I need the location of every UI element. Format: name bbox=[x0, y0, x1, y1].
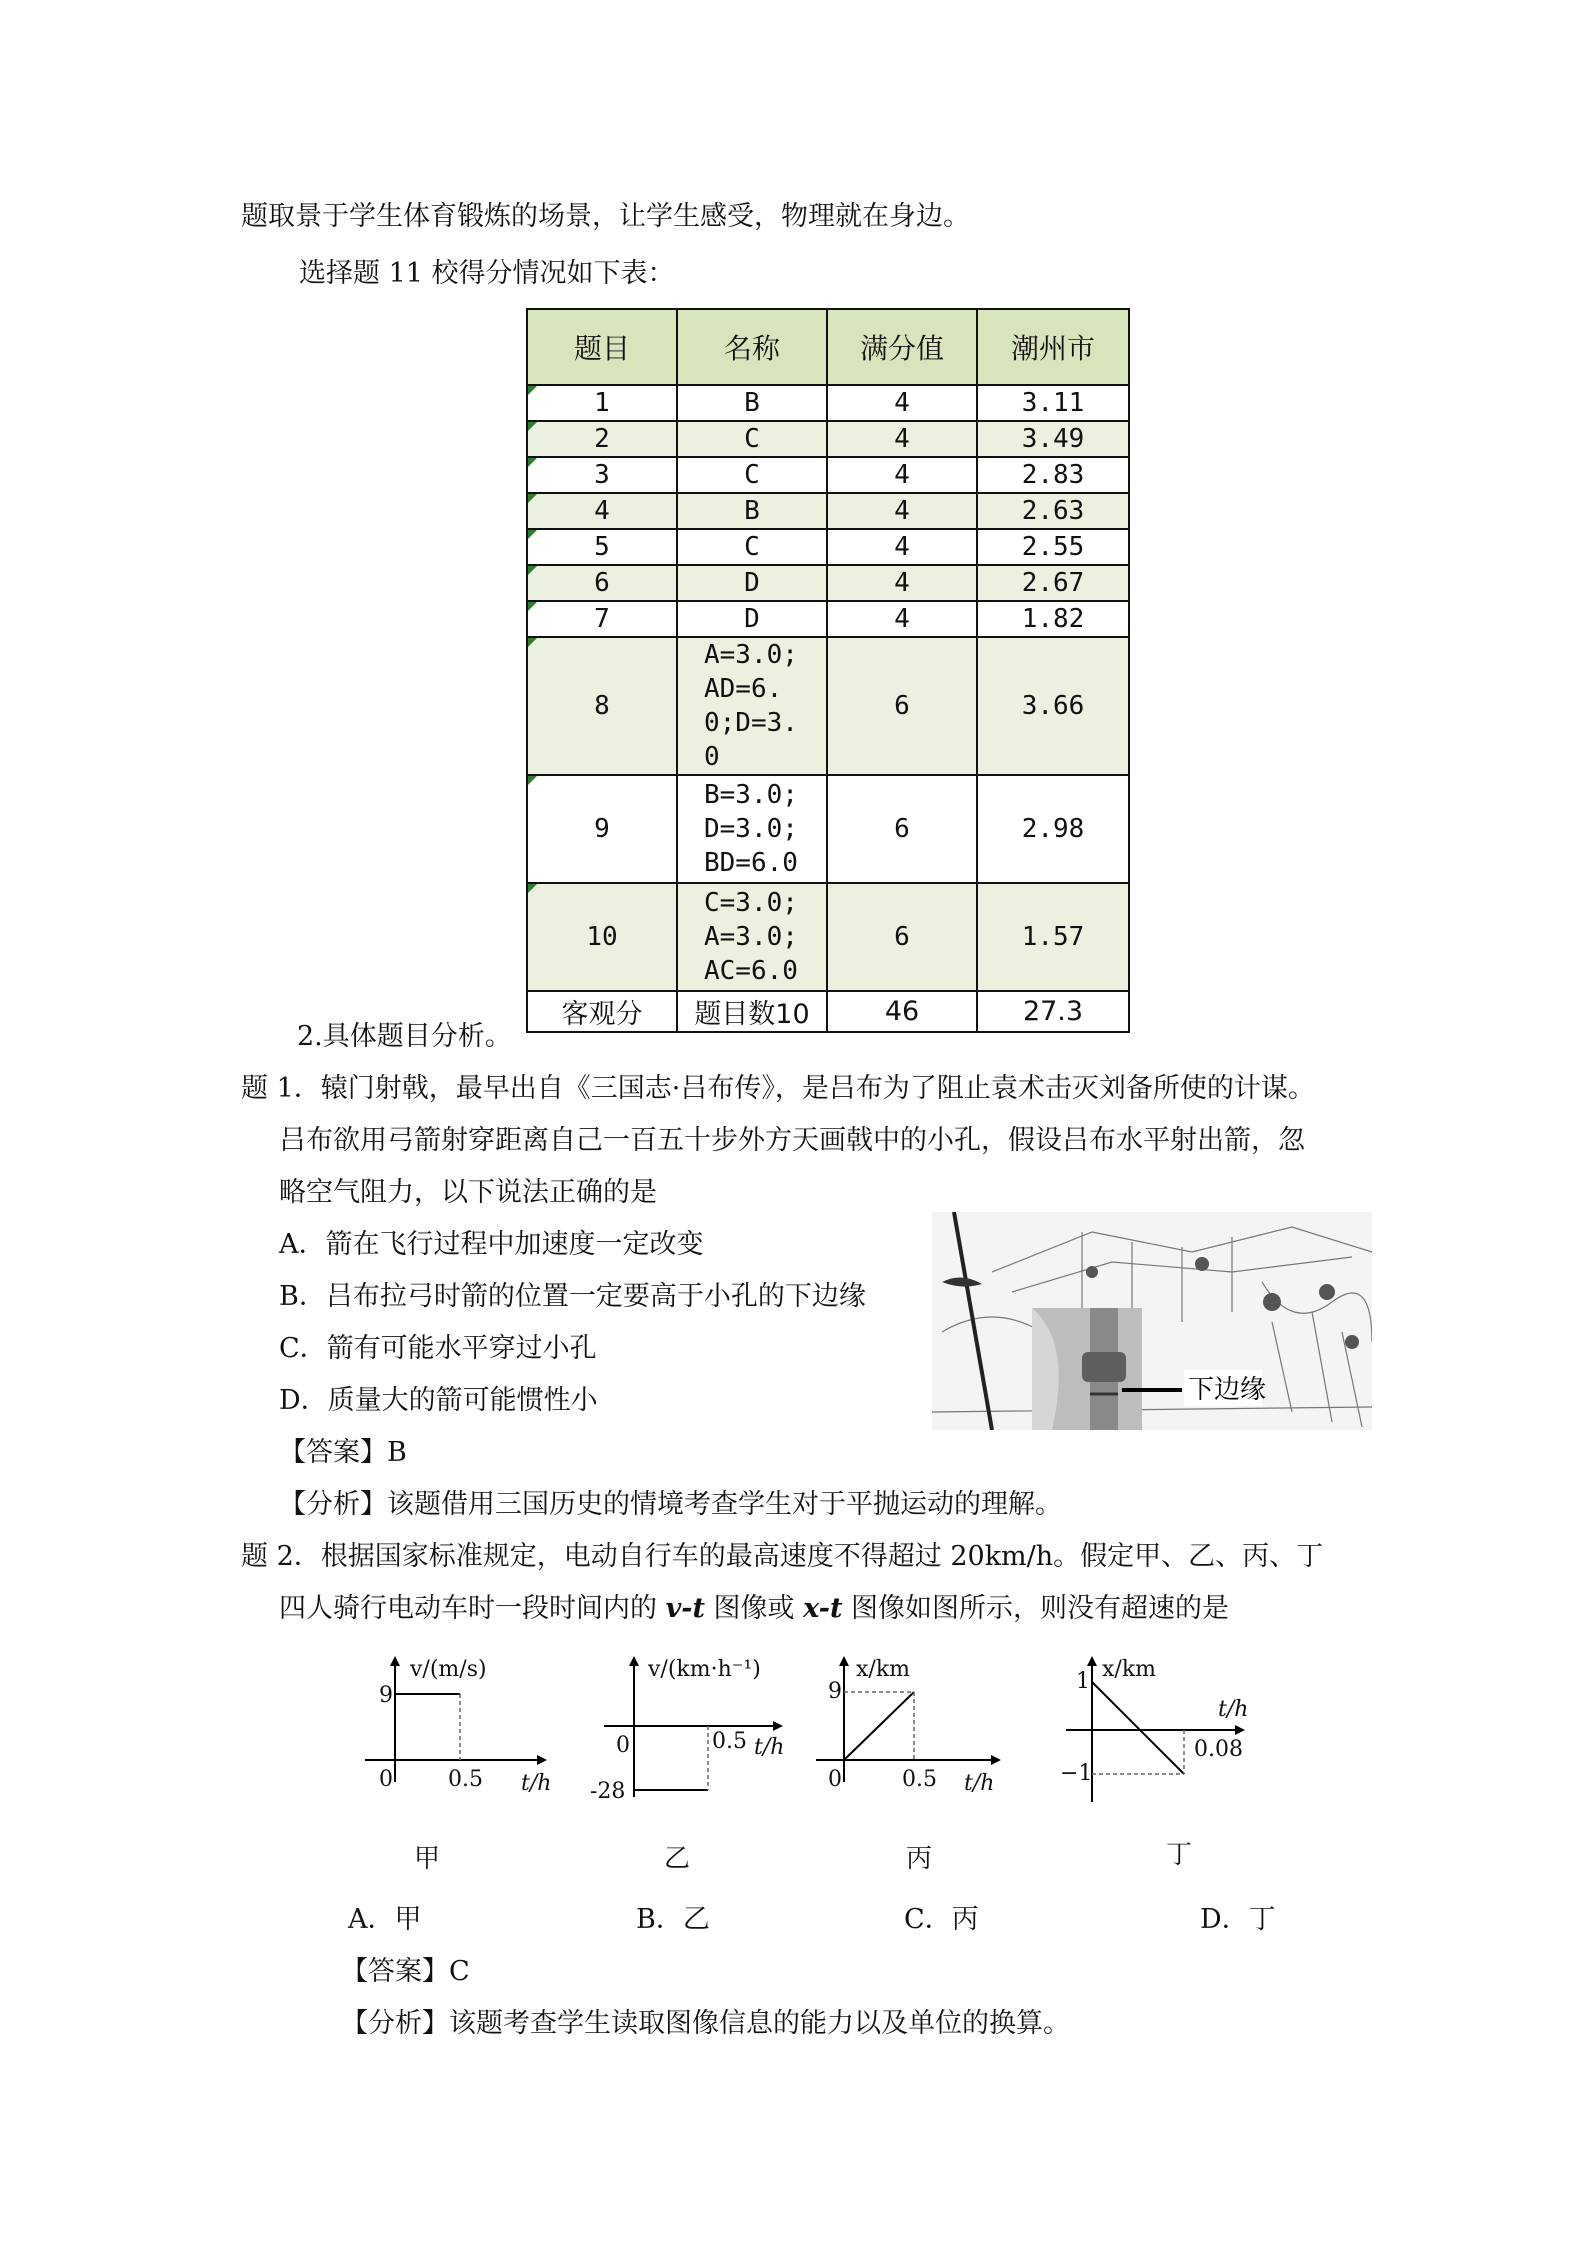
graph-yi bbox=[586, 1652, 796, 1812]
table-cell: 4 bbox=[827, 565, 977, 601]
table-cell: 10 bbox=[527, 883, 677, 991]
table-cell: C bbox=[677, 529, 827, 565]
x-axis-label: t/h bbox=[521, 1771, 552, 1796]
table-row bbox=[527, 529, 1129, 565]
table-cell: 27.3 bbox=[977, 991, 1129, 1032]
q2-line-1-post: 。假定甲、乙、丙、丁 bbox=[1053, 1541, 1324, 1572]
q2-line-1-pre: 题 2．根据国家标准规定，电动自行车的最高速度不得超过 bbox=[241, 1541, 951, 1572]
table-cell: 1 bbox=[527, 385, 677, 421]
x-tick: 0.5 bbox=[902, 1767, 937, 1792]
x-tick: 0.5 bbox=[448, 1767, 483, 1792]
q2-option-b: B．乙 bbox=[636, 1904, 710, 1935]
section-heading: 2.具体题目分析。 bbox=[297, 1021, 512, 1052]
y-tick-top: 1 bbox=[1076, 1669, 1090, 1694]
x-axis-label: t/h bbox=[754, 1735, 785, 1760]
x-axis-arrow-icon bbox=[991, 1755, 1001, 1765]
q2-option-c: C．丙 bbox=[904, 1904, 979, 1935]
q2-line-2-post: 图像如图所示，则没有超速的是 bbox=[842, 1593, 1230, 1624]
table-cell: 5 bbox=[527, 529, 677, 565]
q2-line-1 bbox=[241, 1537, 1323, 1577]
q2-analysis: 【分析】该题考查学生读取图像信息的能力以及单位的换算。 bbox=[341, 2008, 1070, 2039]
table-cell: 9 bbox=[527, 775, 677, 883]
table-cell: 4 bbox=[827, 493, 977, 529]
table-cell: D bbox=[677, 601, 827, 637]
y-axis-label: x/km bbox=[1102, 1657, 1157, 1682]
table-row bbox=[527, 457, 1129, 493]
q1-option-a: A．箭在飞行过程中加速度一定改变 bbox=[279, 1229, 704, 1260]
table-cell: D bbox=[677, 565, 827, 601]
table-header-cell: 题目 bbox=[527, 309, 677, 385]
table-cell: 3.49 bbox=[977, 421, 1129, 457]
table-cell-text: C=3.0;A=3.0;AC=6.0 bbox=[704, 888, 798, 986]
table-cell: B bbox=[677, 493, 827, 529]
table-cell: C bbox=[677, 457, 827, 493]
x-axis-arrow-icon bbox=[1235, 1725, 1245, 1735]
y-tick-bottom: −1 bbox=[1060, 1761, 1093, 1786]
table-cell: C bbox=[677, 421, 827, 457]
q1-line-3: 略空气阻力，以下说法正确的是 bbox=[279, 1177, 657, 1208]
table-cell: 4 bbox=[827, 421, 977, 457]
table-row bbox=[527, 601, 1129, 637]
table-cell: 2.98 bbox=[977, 775, 1129, 883]
table-cell: 4 bbox=[827, 529, 977, 565]
battle-scene-image bbox=[932, 1212, 1372, 1430]
table-header-cell: 名称 bbox=[677, 309, 827, 385]
table-cell: 2.67 bbox=[977, 565, 1129, 601]
y-tick: -28 bbox=[590, 1779, 626, 1804]
q1-option-b: B．吕布拉弓时箭的位置一定要高于小孔的下边缘 bbox=[279, 1281, 866, 1312]
table-cell bbox=[677, 883, 827, 991]
table-cell-text: B=3.0;D=3.0;BD=6.0 bbox=[704, 780, 798, 878]
table-cell: 6 bbox=[827, 775, 977, 883]
y-axis-label: v/(km·h⁻¹) bbox=[648, 1657, 761, 1682]
graph-name-yi: 乙 bbox=[664, 1844, 691, 1874]
table-cell bbox=[677, 637, 827, 775]
vt-label: v-t bbox=[665, 1593, 705, 1624]
table-cell: 3.11 bbox=[977, 385, 1129, 421]
x-tick: 0.5 bbox=[712, 1729, 747, 1754]
q1-option-d: D．质量大的箭可能惯性小 bbox=[279, 1385, 598, 1416]
origin-label: 0 bbox=[828, 1767, 842, 1792]
table-row bbox=[527, 385, 1129, 421]
graph-name-jia: 甲 bbox=[414, 1844, 441, 1874]
origin-label: 0 bbox=[379, 1767, 393, 1792]
q2-option-d: D．丁 bbox=[1200, 1904, 1276, 1935]
table-cell: 2.63 bbox=[977, 493, 1129, 529]
table-row bbox=[527, 565, 1129, 601]
q1-answer: 【答案】B bbox=[279, 1437, 407, 1468]
table-cell: 题目数10 bbox=[677, 991, 827, 1032]
q1-option-c: C．箭有可能水平穿过小孔 bbox=[279, 1333, 597, 1364]
table-cell: 8 bbox=[527, 637, 677, 775]
graph-name-bing: 丙 bbox=[906, 1844, 933, 1874]
x-axis-arrow-icon bbox=[537, 1755, 547, 1765]
x-axis-label: t/h bbox=[964, 1771, 995, 1796]
q1-illustration bbox=[932, 1212, 1372, 1430]
x-tick: 0.08 bbox=[1194, 1737, 1243, 1762]
table-cell-text: A=3.0;AD=6.0;D=3.0 bbox=[704, 640, 798, 772]
intro-line-1: 题取景于学生体育锻炼的场景，让学生感受，物理就在身边。 bbox=[241, 201, 970, 232]
q1-line-2: 吕布欲用弓箭射穿距离自己一百五十步外方天画戟中的小孔，假设吕布水平射出箭，忽 bbox=[279, 1125, 1305, 1156]
table-row bbox=[527, 637, 1129, 775]
data-line bbox=[844, 1692, 914, 1760]
table-cell: 46 bbox=[827, 991, 977, 1032]
graph-name-ding: 丁 bbox=[1166, 1840, 1193, 1870]
table-header-cell: 满分值 bbox=[827, 309, 977, 385]
y-axis-arrow-icon bbox=[839, 1656, 849, 1666]
graph-ding bbox=[1050, 1652, 1250, 1812]
table-cell: 7 bbox=[527, 601, 677, 637]
table-cell: 2.55 bbox=[977, 529, 1129, 565]
table-header-row bbox=[527, 309, 1129, 385]
table-cell bbox=[677, 775, 827, 883]
table-cell: B bbox=[677, 385, 827, 421]
q2-option-a: A．甲 bbox=[348, 1904, 422, 1935]
graph-jia bbox=[355, 1652, 555, 1812]
q2-line-2-mid: 图像或 bbox=[704, 1593, 804, 1624]
origin-label: 0 bbox=[616, 1733, 630, 1758]
x-axis-label: t/h bbox=[1218, 1697, 1249, 1722]
speed-limit: 20km/h bbox=[950, 1541, 1054, 1572]
intro-line-2: 选择题 11 校得分情况如下表： bbox=[299, 258, 675, 289]
q2-line-2 bbox=[279, 1589, 1229, 1629]
y-axis-arrow-icon bbox=[390, 1656, 400, 1666]
score-table bbox=[526, 308, 1130, 1033]
table-cell: 3 bbox=[527, 457, 677, 493]
q2-line-2-pre: 四人骑行电动车时一段时间内的 bbox=[279, 1593, 666, 1624]
table-cell: 4 bbox=[827, 457, 977, 493]
table-cell: 4 bbox=[827, 385, 977, 421]
q1-analysis: 【分析】该题借用三国历史的情境考查学生对于平抛运动的理解。 bbox=[279, 1489, 1062, 1520]
y-tick: 9 bbox=[828, 1679, 842, 1704]
data-line bbox=[1092, 1682, 1184, 1774]
table-header-cell: 潮州市 bbox=[977, 309, 1129, 385]
y-axis-arrow-icon bbox=[1087, 1656, 1097, 1666]
table-cell: 6 bbox=[527, 565, 677, 601]
table-row-total bbox=[527, 991, 1129, 1032]
table-cell: 4 bbox=[827, 601, 977, 637]
table-cell: 3.66 bbox=[977, 637, 1129, 775]
q2-answer: 【答案】C bbox=[341, 1956, 470, 1987]
table-cell: 2.83 bbox=[977, 457, 1129, 493]
q1-line-1: 题 1．辕门射戟，最早出自《三国志·吕布传》，是吕布为了阻止袁术击灭刘备所使的计谋。 bbox=[241, 1073, 1315, 1104]
table-cell: 6 bbox=[827, 883, 977, 991]
y-axis-label: x/km bbox=[856, 1657, 911, 1682]
table-cell: 客观分 bbox=[527, 991, 677, 1032]
graph-bing bbox=[812, 1652, 1012, 1812]
table-cell: 6 bbox=[827, 637, 977, 775]
y-axis-label: v/(m/s) bbox=[410, 1657, 487, 1682]
table-row bbox=[527, 421, 1129, 457]
x-axis-arrow-icon bbox=[773, 1721, 783, 1731]
table-cell: 1.57 bbox=[977, 883, 1129, 991]
table-row bbox=[527, 493, 1129, 529]
y-axis-arrow-icon bbox=[629, 1656, 639, 1666]
table-cell: 4 bbox=[527, 493, 677, 529]
table-row bbox=[527, 775, 1129, 883]
figure-label-lower-edge: 下边缘 bbox=[1188, 1375, 1267, 1405]
y-tick: 9 bbox=[379, 1683, 393, 1708]
xt-label: x-t bbox=[803, 1593, 843, 1624]
table-cell: 2 bbox=[527, 421, 677, 457]
table-row bbox=[527, 883, 1129, 991]
table-cell: 1.82 bbox=[977, 601, 1129, 637]
